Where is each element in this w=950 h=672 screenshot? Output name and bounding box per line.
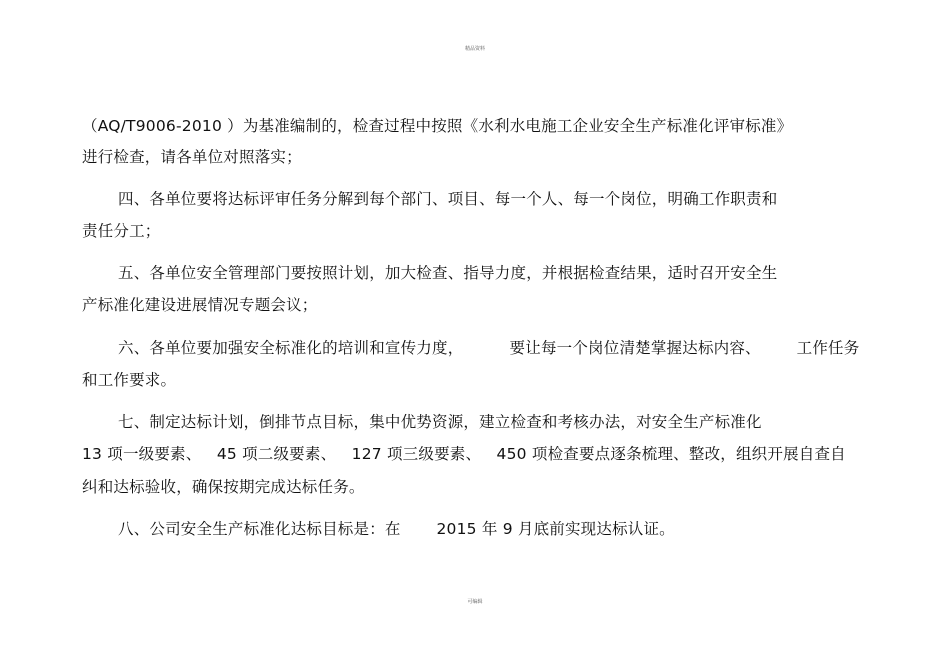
- paragraph-3-line-2: 进行检查，请各单位对照落实；: [82, 148, 302, 166]
- paragraph-5-line-1: 五、各单位安全管理部门要按照计划，加大检查、指导力度，并根据检查结果，适时召开安全生: [118, 264, 778, 282]
- paragraph-6-line-2: 和工作要求。: [82, 371, 177, 389]
- paragraph-4-line-2: 责任分工；: [82, 222, 161, 240]
- paragraph-8-line-1: 八、公司安全生产标准化达标目标是：在 2015 年 9 月底前实现达标认证。: [118, 520, 675, 538]
- paragraph-7-line-3: 纠和达标验收，确保按期完成达标任务。: [82, 478, 365, 496]
- page-footer: 可编辑: [467, 599, 483, 605]
- paragraph-4-line-1: 四、各单位要将达标评审任务分解到每个部门、项目、每一个人、每一个岗位，明确工作职责和: [118, 190, 778, 208]
- paragraph-7-line-2: 13 项一级要素、 45 项二级要素、 127 项三级要素、 450 项检查要点逐条梳理、整改，组织开展自查自: [82, 445, 846, 463]
- page-header: 精品资料: [464, 46, 485, 52]
- paragraph-5-line-2: 产标准化建设进展情况专题会议；: [82, 296, 318, 314]
- paragraph-7-line-1: 七、制定达标计划，倒排节点目标，集中优势资源，建立检查和考核办法，对安全生产标准化: [118, 413, 762, 431]
- paragraph-3-line-1: （AQ/T9006-2010 ）为基准编制的，检查过程中按照《水利水电施工企业安全生产标准化评审标准》: [82, 117, 793, 135]
- paragraph-6-line-1: 六、各单位要加强安全标准化的培训和宣传力度， 要让每一个岗位清楚掌握达标内容、 工作任务: [118, 339, 860, 357]
